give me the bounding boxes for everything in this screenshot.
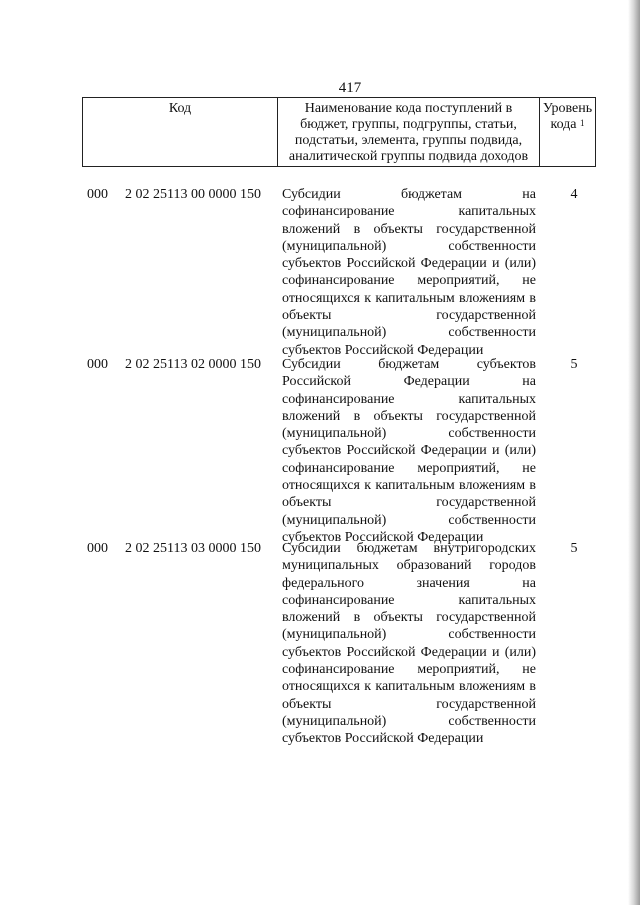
header-level [540,97,596,167]
row-prefix: 000 [87,357,108,372]
row-level: 4 [570,187,578,202]
row-name: Субсидии бюджетам внутригородских муниципальных образований городов федерального значения на софинансирование капитальных вложений в объекты государственной (муниципальной) собственности субъектов Российской Федерации и (или) софинансирование мероприятий, не относящихся к капитальным вложениям в объекты государственной (муниципальной) собственности субъектов Российской Федерации [282,541,536,747]
header-name: Наименование кода поступлений в бюджет, группы, подгруппы, статьи, подстатьи, элемента, группы подвида, аналитической группы подвида доходов [278,97,540,167]
page-number: 417 [338,80,362,96]
row-prefix: 000 [87,541,108,556]
row-prefix: 000 [87,187,108,202]
row-code: 2 02 25113 03 0000 150 [125,541,261,556]
header-level-text: Уровень кода [542,101,593,132]
row-code: 2 02 25113 02 0000 150 [125,357,261,372]
row-level: 5 [570,357,578,372]
row-name: Субсидии бюджетам на софинансирование капитальных вложений в объекты государственной (муниципальной) собственности субъектов Российской Федерации и (или) софинансирование мероприятий, не относящихся к капитальным вложениям в объекты государственной (муниципальной) собственности субъектов Российской Федерации [282,187,536,358]
row-name: Субсидии бюджетам субъектов Российской Федерации на софинансирование капитальных вложений в объекты государственной (муниципальной) собственности субъектов Российской Федерации и (или) софинансирование мероприятий, не относящихся к капитальным вложениям в объекты государственной (муниципальной) собственности субъектов Российской Федерации [282,357,536,545]
header-level-footnote: 1 [580,118,585,128]
header-code: Код [82,97,278,167]
row-code: 2 02 25113 00 0000 150 [125,187,261,202]
row-level: 5 [570,541,578,556]
page-edge-shadow [628,0,640,905]
